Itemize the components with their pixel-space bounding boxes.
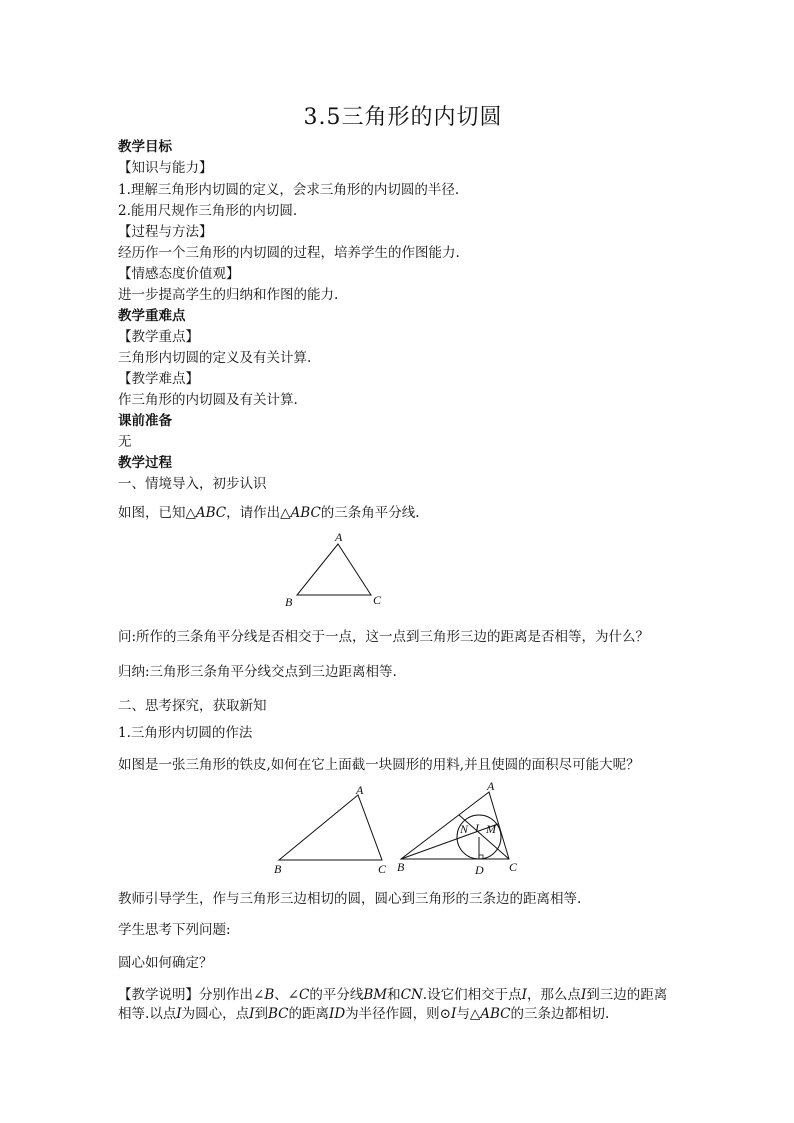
triangle-figure-1 (278, 530, 398, 610)
note-part: 的距离 (288, 1006, 329, 1022)
process-heading: 【过程与方法】 (118, 224, 213, 240)
note-i: I (249, 1006, 255, 1022)
key-point-text: 三角形内切圆的定义及有关计算. (118, 350, 312, 366)
note-part: 到 (254, 1006, 268, 1022)
process-main-heading: 教学过程 (118, 455, 172, 471)
note-i: I (176, 1006, 182, 1022)
teaching-note-line-1 (118, 985, 667, 1005)
label-a: A (356, 783, 364, 797)
note-i: I (521, 987, 527, 1003)
students-text: 学生思考下列问题: (118, 922, 231, 938)
step1-heading: 一、情境导入，初步认识 (118, 476, 267, 492)
label-b: B (397, 860, 405, 874)
note-bc: BC (267, 1006, 289, 1022)
label-a: A (335, 530, 343, 544)
page-title: 3.5三角形的内切圆 (303, 105, 503, 130)
document-page (118, 0, 688, 1123)
attitude-heading: 【情感态度价值观】 (118, 266, 240, 282)
triangle-figure-2 (266, 780, 396, 880)
incircle-figure (391, 778, 531, 878)
difficulty-heading: 【教学难点】 (118, 371, 199, 387)
label-a: A (487, 779, 495, 793)
label-c: C (509, 860, 518, 874)
label-d: D (475, 863, 484, 877)
note-part: 为圆心，点 (181, 1006, 250, 1022)
key-point-heading: 【教学重点】 (118, 329, 199, 345)
note-abc: ABC (480, 1006, 511, 1022)
label-b: B (274, 862, 282, 876)
note-i: I (450, 1006, 457, 1022)
teacher-text: 教师引导学生，作与三角形三边相切的圆，圆心到三角形的三条边的距离相等. (118, 891, 582, 907)
knowledge-heading: 【知识与能力】 (118, 160, 213, 176)
step1-text-b: ，请作出△ (226, 505, 291, 521)
triangle-shape (297, 544, 371, 595)
note-part: 为半径作圆，则⊙ (345, 1006, 451, 1022)
step1-abc-1: ABC (195, 505, 227, 521)
knowledge-item-1: 1.理解三角形内切圆的定义，会求三角形的内切圆的半径. (118, 182, 460, 198)
note-bm: BM (363, 987, 388, 1003)
prep-heading: 课前准备 (118, 413, 172, 429)
note-part: .设它们相交于点 (422, 987, 522, 1003)
note-part: 【教学说明】分别作出∠ (118, 987, 265, 1003)
step2-heading: 二、思考探究，获取新知 (118, 698, 267, 714)
bisector-bm (401, 824, 498, 859)
step1-abc-2: ABC (290, 505, 321, 521)
note-angle-b: B (264, 987, 275, 1003)
note-angle-c: C (299, 987, 310, 1003)
label-m: M (486, 822, 496, 836)
process-text: 经历作一个三角形的内切圆的过程，培养学生的作图能力. (118, 245, 460, 261)
step1-text (118, 503, 420, 523)
summary-text: 归纳:三角形三条角平分线交点到三边距离相等. (118, 664, 397, 680)
iron-triangle-shape (279, 795, 382, 860)
note-i: I (580, 987, 587, 1003)
note-id: ID (329, 1006, 346, 1022)
label-b: B (285, 595, 293, 609)
attitude-text: 进一步提高学生的归纳和作图的能力. (118, 287, 339, 303)
center-question: 圆心如何确定？ (118, 955, 213, 971)
note-part: 到三边的距离 (586, 987, 668, 1003)
label-c: C (378, 862, 387, 876)
note-part: 相等.以点 (118, 1006, 177, 1022)
label-i: I (475, 821, 479, 835)
question-text: 问:所作的三条角平分线是否相交于一点，这一点到三角形三边的距离是否相等，为什么？ (118, 629, 650, 645)
note-part: 和 (387, 987, 401, 1003)
step1-text-c: 的三条角平分线. (320, 505, 420, 521)
method-heading: 1.三角形内切圆的作法 (118, 725, 253, 741)
step1-text-a: 如图，已知△ (118, 505, 196, 521)
note-part: 的平分线 (309, 987, 364, 1003)
teaching-note-line-2 (118, 1004, 609, 1024)
note-part: 的三条边都相切. (510, 1006, 610, 1022)
objectives-heading: 教学目标 (118, 139, 172, 155)
knowledge-item-2: 2.能用尺规作三角形的内切圆. (118, 203, 298, 219)
key-heading: 教学重难点 (118, 308, 186, 324)
iron-text: 如图是一张三角形的铁皮,如何在它上面截一块圆形的用料,并且使圆的面积尽可能大呢？ (118, 757, 640, 773)
note-part: 与△ (456, 1006, 481, 1022)
note-cn: CN (400, 987, 423, 1003)
label-c: C (373, 593, 382, 607)
note-part: 、∠ (274, 987, 300, 1003)
note-part: ，那么点 (526, 987, 581, 1003)
difficulty-text: 作三角形的内切圆及有关计算. (118, 392, 298, 408)
prep-text: 无 (118, 434, 132, 450)
label-n: N (460, 822, 469, 836)
